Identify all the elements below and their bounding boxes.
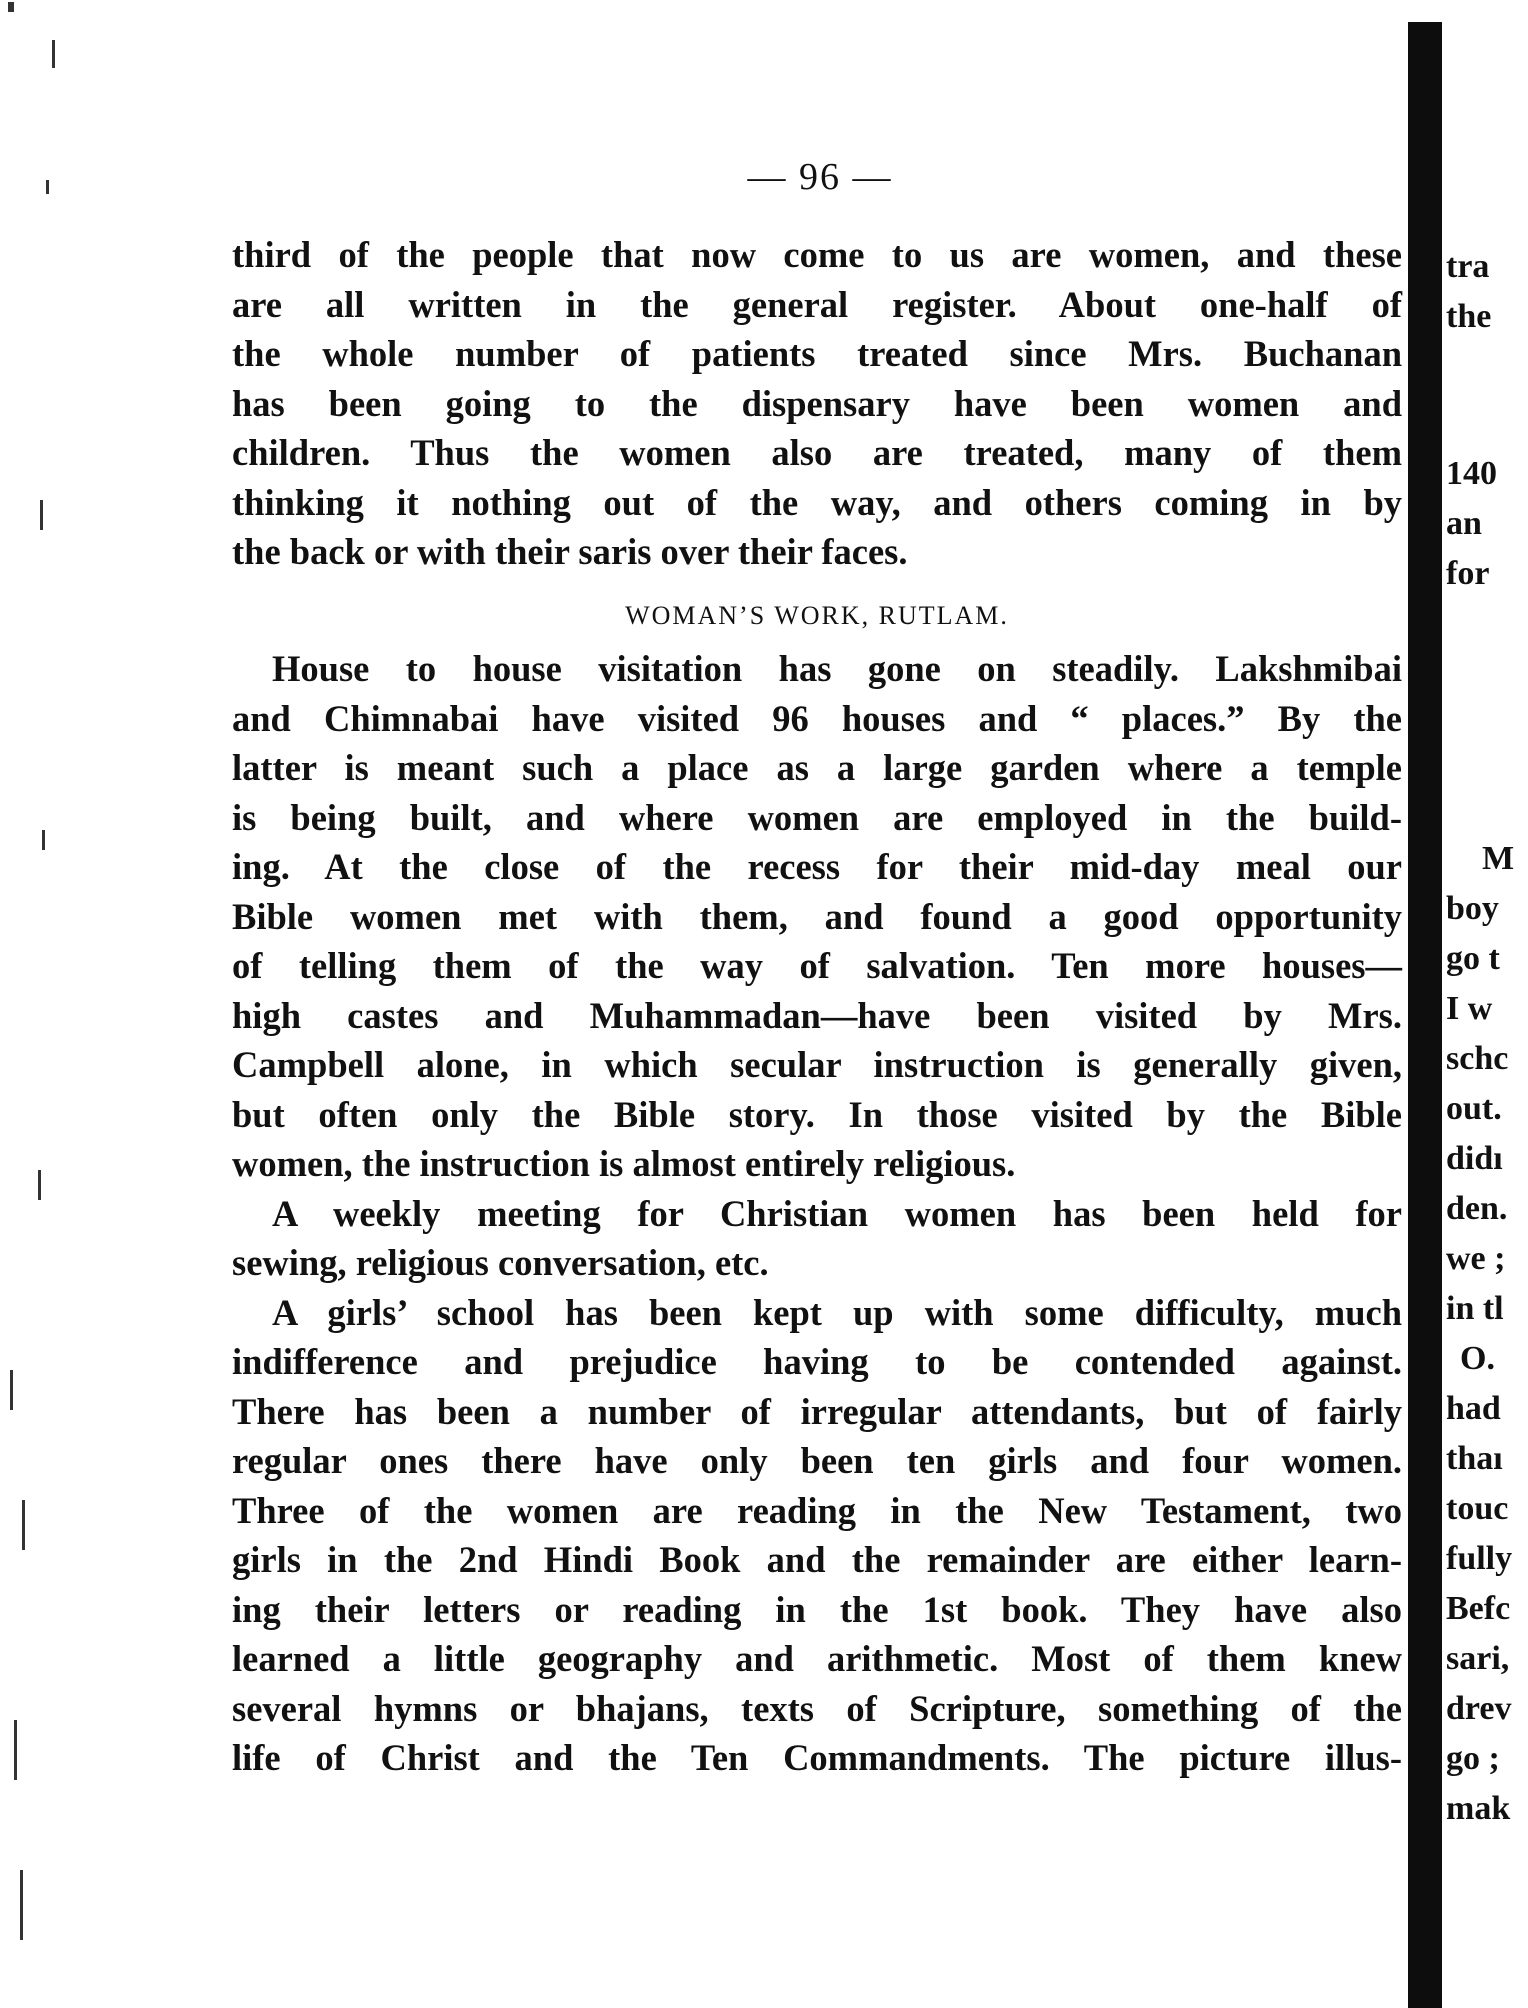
facing-page-fragment: thaı — [1446, 1440, 1503, 1477]
facing-page-fragment: fully — [1446, 1540, 1513, 1577]
facing-page-fragment: out. — [1446, 1090, 1502, 1127]
text-line: the back or with their saris over their faces. — [232, 531, 908, 572]
facing-page-fragment: an — [1446, 505, 1482, 542]
speck — [8, 2, 14, 12]
paragraph-dispensary — [232, 230, 1402, 577]
facing-page-fragment: 140 — [1446, 455, 1497, 492]
text-line: the whole number of patients treated since Mrs. Buchanan — [232, 333, 1402, 374]
text-line: life of Christ and the Ten Commandments. The picture illus- — [232, 1737, 1402, 1778]
paragraph-girls-school — [232, 1288, 1402, 1783]
text-line: is being built, and where women are employed in the build- — [232, 796, 1402, 838]
text-line: There has been a number of irregular attendants, but of fairly — [232, 1390, 1402, 1432]
speck — [14, 1720, 17, 1780]
text-line: indifference and prejudice having to be contended against. — [232, 1341, 1402, 1382]
speck — [40, 500, 43, 530]
text-line: regular ones there have only been ten girls and four women. — [232, 1440, 1402, 1481]
facing-page-fragment: didı — [1446, 1140, 1503, 1177]
section-heading: WOMAN’S WORK, RUTLAM. — [625, 600, 1009, 630]
facing-page-fragment: in tl — [1446, 1290, 1504, 1327]
text-line: A girls’ school has been kept up with some difficulty, much — [272, 1291, 1402, 1333]
text-line: ing. At the close of the recess for their mid-day meal our — [232, 846, 1402, 887]
text-line: girls in the 2nd Hindi Book and the remainder are either learn- — [232, 1539, 1402, 1580]
text-line: are all written in the general register. About one-half of — [232, 283, 1402, 325]
facing-page-fragment: schc — [1446, 1040, 1509, 1077]
text-line: ing their letters or reading in the 1st book. They have also — [232, 1588, 1402, 1630]
facing-page-fragment: Befc — [1446, 1590, 1511, 1627]
text-line: thinking it nothing out of the way, and others coming in by — [232, 481, 1402, 523]
text-line: House to house visitation has gone on steadily. Lakshmibai — [272, 648, 1402, 689]
page-body — [232, 230, 1402, 1783]
facing-page-fragment: I w — [1446, 990, 1493, 1027]
page-number: — 96 — — [747, 156, 893, 198]
text-line: women, the instruction is almost entirely religious. — [232, 1143, 1016, 1184]
text-line: Campbell alone, in which secular instruction is generally given, — [232, 1044, 1402, 1085]
text-line: several hymns or bhajans, texts of Scripture, something of the — [232, 1687, 1402, 1729]
speck — [42, 830, 45, 850]
text-line: A weekly meeting for Christian women has been held for — [272, 1192, 1402, 1234]
facing-page-fragment: boy — [1446, 890, 1499, 927]
facing-page-fragment: we ; — [1446, 1240, 1506, 1277]
facing-page-fragment: drev — [1446, 1690, 1512, 1727]
text-line: children. Thus the women also are treated, many of them — [232, 432, 1402, 473]
text-line: learned a little geography and arithmetic. Most of them knew — [232, 1638, 1402, 1679]
paragraph-visitation — [232, 644, 1402, 1189]
page-gutter-shadow — [1408, 22, 1442, 2008]
text-line: latter is meant such a place as a large garden where a temple — [232, 747, 1402, 788]
facing-page-edge — [1440, 0, 1528, 2008]
facing-page-fragment: den. — [1446, 1190, 1508, 1227]
text-line: of telling them of the way of salvation. Ten more houses— — [232, 945, 1402, 986]
facing-page-fragment: mak — [1446, 1790, 1511, 1827]
speck — [52, 40, 55, 68]
text-line: sewing, religious conversation, etc. — [232, 1242, 769, 1283]
facing-page-fragment: had — [1446, 1390, 1501, 1427]
facing-page-fragment: go ; — [1446, 1740, 1500, 1777]
text-line: high castes and Muhammadan—have been visited by Mrs. — [232, 994, 1402, 1036]
facing-page-fragment: tra — [1446, 248, 1490, 285]
facing-page-fragment: the — [1446, 298, 1492, 335]
text-line: and Chimnabai have visited 96 houses and “ places.” By the — [232, 697, 1402, 739]
facing-page-fragment: for — [1446, 555, 1490, 592]
text-line: has been going to the dispensary have been women and — [232, 382, 1402, 424]
speck — [22, 1500, 25, 1550]
text-line: third of the people that now come to us are women, and these — [232, 234, 1402, 275]
speck — [10, 1370, 13, 1410]
facing-page-fragment: touc — [1446, 1490, 1509, 1527]
facing-page-fragment: sari, — [1446, 1640, 1510, 1677]
scan-margin-specks — [0, 0, 60, 2008]
facing-page-fragment: go t — [1446, 940, 1500, 977]
text-line: but often only the Bible story. In those visited by the Bible — [232, 1093, 1402, 1135]
facing-page-fragment: M — [1482, 840, 1515, 877]
text-line: Three of the women are reading in the New Testament, two — [232, 1489, 1402, 1531]
paragraph-weekly-meeting — [232, 1189, 1402, 1288]
facing-page-fragment: O. — [1460, 1340, 1495, 1377]
text-line: Bible women met with them, and found a good opportunity — [232, 895, 1402, 937]
speck — [20, 1870, 23, 1940]
speck — [38, 1170, 41, 1200]
